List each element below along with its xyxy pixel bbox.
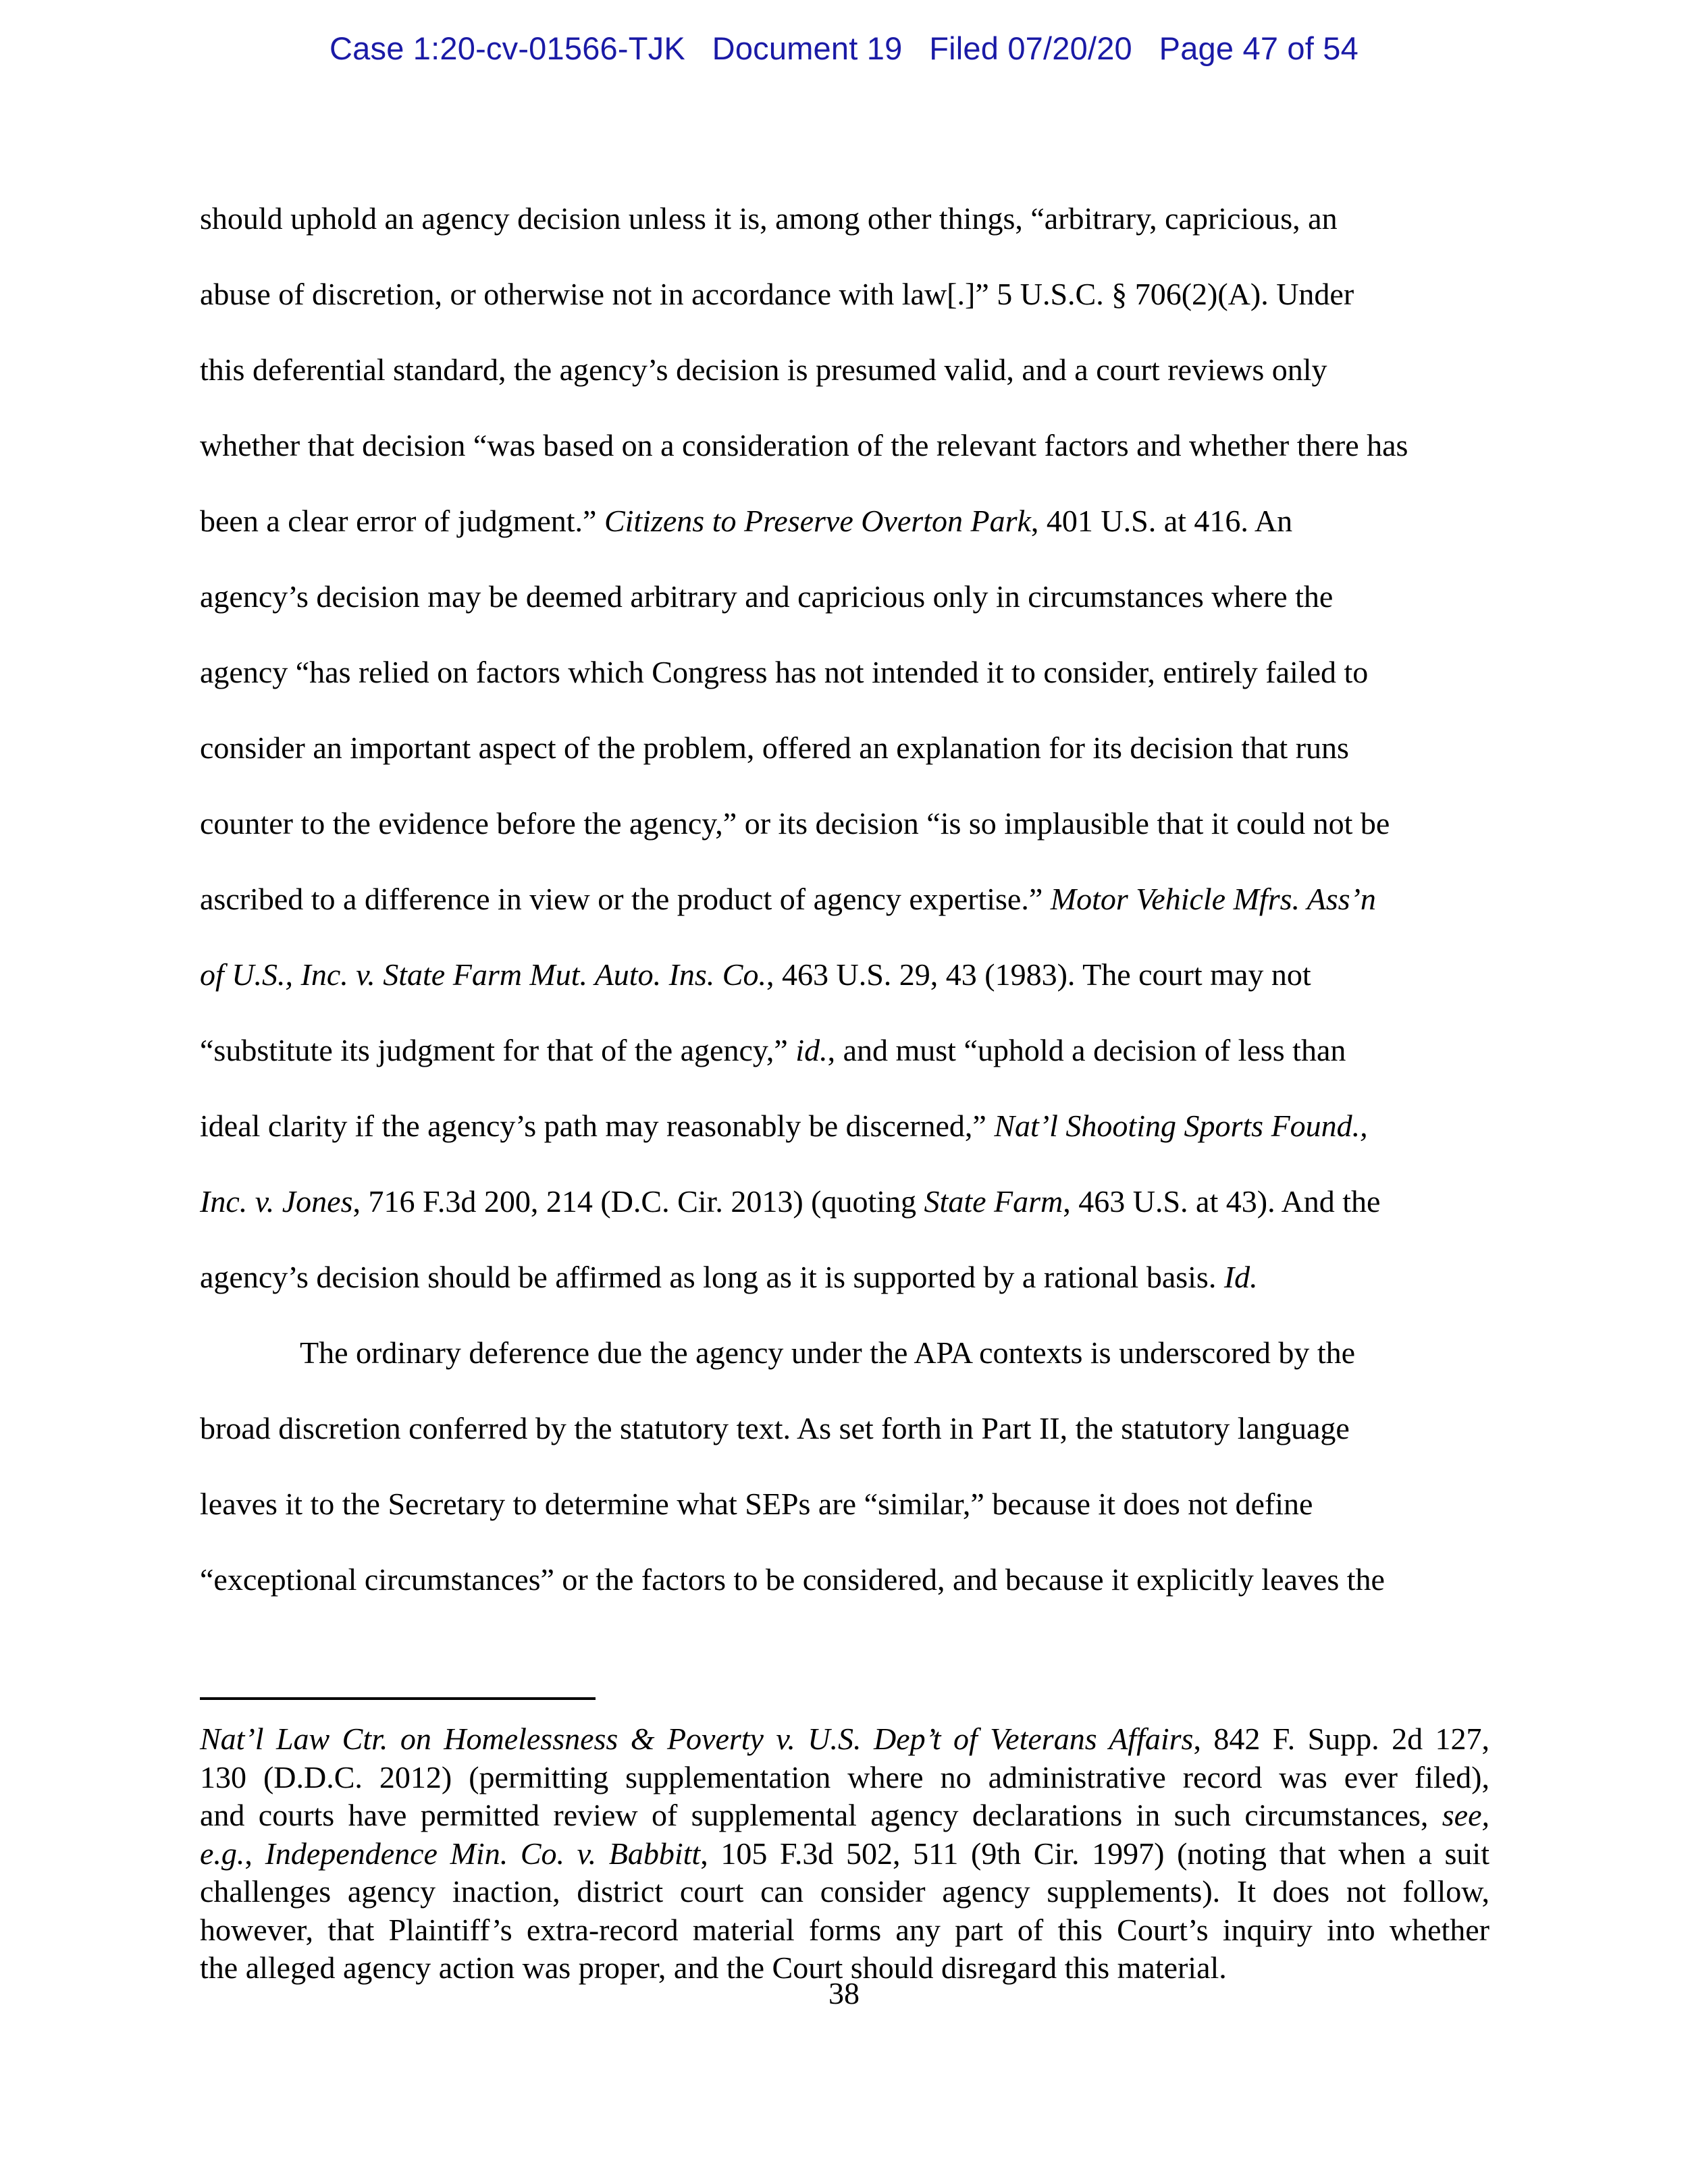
body-line: been a clear error of judgment.” Citizens to Preserve Overton Park, 401 U.S. at 416. An: [200, 504, 1293, 538]
body-line: this deferential standard, the agency’s decision is presumed valid, and a court reviews only: [200, 352, 1327, 387]
footnote-line: however, that Plaintiff’s extra-record material forms any part of this Court’s inquiry into whether: [200, 1912, 1489, 1947]
body-line: “exceptional circumstances” or the factors to be considered, and because it explicitly leaves the: [200, 1562, 1385, 1597]
document-number: Document 19: [712, 30, 903, 66]
body-line: counter to the evidence before the agency,” or its decision “is so implausible that it could not be: [200, 806, 1390, 841]
case-citation: id.: [795, 1033, 828, 1067]
case-number: Case 1:20-cv-01566-TJK: [329, 30, 685, 66]
footnote-line: e.g., Independence Min. Co. v. Babbitt, 105 F.3d 502, 511 (9th Cir. 1997) (noting that when a suit: [200, 1836, 1489, 1871]
body-line: agency’s decision should be affirmed as long as it is supported by a rational basis. Id.: [200, 1260, 1258, 1294]
body-line: abuse of discretion, or otherwise not in accordance with law[.]” 5 U.S.C. § 706(2)(A). Under: [200, 277, 1354, 311]
signal-word: e.g.: [200, 1836, 245, 1871]
case-citation: Citizens to Preserve Overton Park: [604, 504, 1031, 538]
page-number: 38: [828, 1976, 860, 2010]
footnote: [200, 1720, 1489, 1988]
case-citation: Independence Min. Co. v. Babbitt: [265, 1836, 701, 1871]
footnote-line: 130 (D.D.C. 2012) (permitting supplementation where no administrative record was ever filed),: [200, 1759, 1489, 1794]
filed-date: Filed 07/20/20: [929, 30, 1132, 66]
page-of-total: Page 47 of 54: [1159, 30, 1359, 66]
ecf-header: [0, 30, 1688, 67]
body-line: ascribed to a difference in view or the product of agency expertise.” Motor Vehicle Mfrs. Ass’n: [200, 882, 1376, 916]
body-line: Inc. v. Jones, 716 F.3d 200, 214 (D.C. Cir. 2013) (quoting State Farm, 463 U.S. at 43). And the: [200, 1184, 1381, 1219]
body-line: ideal clarity if the agency’s path may reasonably be discerned,” Nat’l Shooting Sports Found.,: [200, 1109, 1368, 1143]
body-line: “substitute its judgment for that of the agency,” id., and must “uphold a decision of less than: [200, 1033, 1346, 1067]
footnote-line: challenges agency inaction, district court can consider agency supplements). It does not follow,: [200, 1874, 1489, 1909]
case-citation: Motor Vehicle Mfrs. Ass’n: [1050, 882, 1376, 916]
footnote-line: and courts have permitted review of supplemental agency declarations in such circumstances, see,: [200, 1798, 1489, 1832]
case-citation: Nat’l Shooting Sports Found.,: [994, 1109, 1368, 1143]
body-line: agency’s decision may be deemed arbitrary and capricious only in circumstances where the: [200, 579, 1334, 614]
body-line: The ordinary deference due the agency under the APA contexts is underscored by the: [300, 1335, 1356, 1370]
body-line: whether that decision “was based on a consideration of the relevant factors and whether there has: [200, 428, 1408, 462]
footnote-line: Nat’l Law Ctr. on Homelessness & Poverty v. U.S. Dep’t of Veterans Affairs, 842 F. Supp. 2d 127,: [200, 1722, 1489, 1756]
footnote-separator: [200, 1697, 596, 1700]
body-line: of U.S., Inc. v. State Farm Mut. Auto. Ins. Co., 463 U.S. 29, 43 (1983). The court may not: [200, 957, 1311, 992]
body-line: agency “has relied on factors which Congress has not intended it to consider, entirely failed to: [200, 655, 1369, 689]
case-citation: Nat’l Law Ctr. on Homelessness & Poverty v. U.S. Dep’t of Veterans Affairs: [200, 1722, 1194, 1756]
signal-word: see,: [1442, 1798, 1489, 1832]
body-line: leaves it to the Secretary to determine what SEPs are “similar,” because it does not define: [200, 1487, 1313, 1521]
case-citation: of U.S., Inc. v. State Farm Mut. Auto. Ins. Co.: [200, 957, 766, 992]
body-line: consider an important aspect of the problem, offered an explanation for its decision that runs: [200, 730, 1349, 765]
case-citation: State Farm: [924, 1184, 1063, 1219]
body-line: broad discretion conferred by the statutory text. As set forth in Part II, the statutory language: [200, 1411, 1350, 1445]
case-citation: Id.: [1223, 1260, 1258, 1294]
footnote-line: the alleged agency action was proper, and the Court should disregard this material.: [200, 1950, 1227, 1985]
case-citation: Inc. v. Jones: [200, 1184, 353, 1219]
body-line: should uphold an agency decision unless it is, among other things, “arbitrary, capricious, an: [200, 201, 1338, 236]
